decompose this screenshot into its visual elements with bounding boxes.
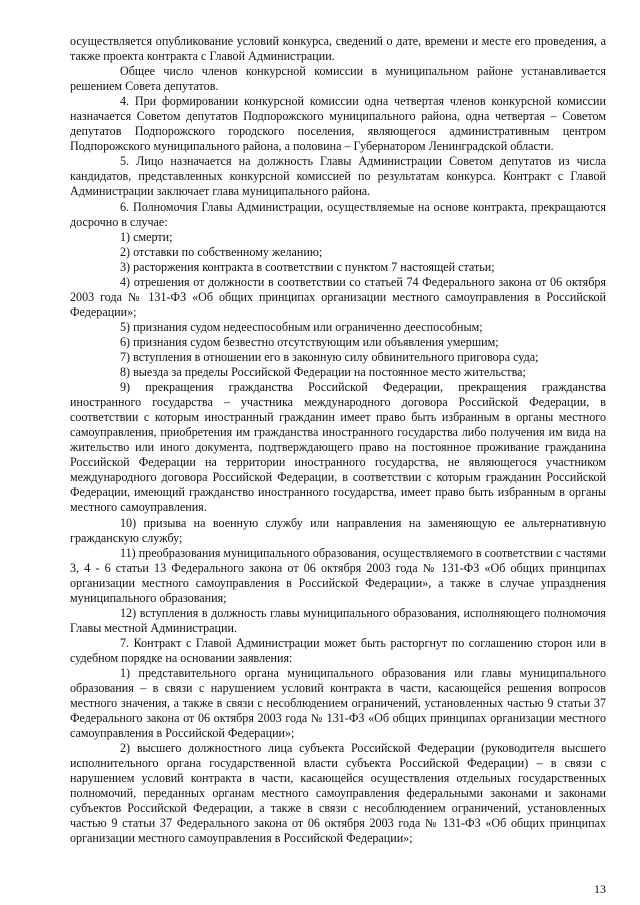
page-number: 13 bbox=[594, 882, 606, 896]
document-body bbox=[70, 34, 606, 847]
paragraph: 7. Контракт с Главой Администрации может быть расторгнут по соглашению сторон или в судебном порядке на основании заявления: bbox=[70, 635, 606, 665]
paragraph: 6. Полномочия Главы Администрации, осуществляемые на основе контракта, прекращаются досрочно в случае: bbox=[70, 199, 606, 229]
list-item: 2) высшего должностного лица субъекта Российской Федерации (руководителя высшего исполнительного органа государственной власти субъекта Российской Федерации) – в связи с нарушением условий контракта в части, касающейся осуществления отдельных государственных полномочий, переданных органам местного самоуправления федеральными законами и законами субъектов Российской Федерации, а также в связи с несоблюдением ограничений, установленных частью 9 статьи 37 Федерального закона от 06 октября 2003 года № 131-ФЗ «Об общих принципах организации местного самоуправления в Российской Федерации»; bbox=[70, 741, 606, 846]
list-item: 11) преобразования муниципального образования, осуществляемого в соответствии с частями 3, 4 - 6 статьи 13 Федерального закона от 06 октября 2003 года № 131-ФЗ «Об общих принципах организации местного самоуправления в Российской Федерации», а также в случае упразднения муниципального образования; bbox=[70, 545, 606, 605]
list-item: 12) вступления в должность главы муниципального образования, исполняющего полномочия Главы местной Администрации. bbox=[70, 605, 606, 635]
paragraph: Общее число членов конкурсной комиссии в муниципальном районе устанавливается решением Совета депутатов. bbox=[70, 64, 606, 94]
paragraph: 5. Лицо назначается на должность Главы Администрации Советом депутатов из числа кандидатов, представленных конкурсной комиссией по результатам конкурса. Контракт с Главой Администрации заключает глава муниципального района. bbox=[70, 154, 606, 199]
list-item: 3) расторжения контракта в соответствии с пунктом 7 настоящей статьи; bbox=[120, 259, 495, 274]
list-item: 1) смерти; bbox=[120, 229, 173, 244]
list-item: 5) признания судом недееспособным или ограниченно дееспособным; bbox=[120, 319, 483, 334]
list-item: 6) признания судом безвестно отсутствующим или объявления умершим; bbox=[120, 334, 499, 349]
list-item: 1) представительного органа муниципального образования или главы муниципального образования – в связи с нарушением условий контракта в части, касающейся решения вопросов местного значения, а также в связи с несоблюдением ограничений, установленных частью 9 статьи 37 Федерального закона от 06 октября 2003 года № 131-ФЗ «Об общих принципах организации местного самоуправления в Российской Федерации»; bbox=[70, 665, 606, 741]
list-item: 2) отставки по собственному желанию; bbox=[120, 244, 323, 259]
list-item: 8) выезда за пределы Российской Федерации на постоянное место жительства; bbox=[120, 365, 526, 380]
list-item: 7) вступления в отношении его в законную силу обвинительного приговора суда; bbox=[120, 349, 539, 364]
list-item: 9) прекращения гражданства Российской Федерации, прекращения гражданства иностранного государства – участника международного договора Российской Федерации, в соответствии с которым иностранный гражданин имеет право быть избранным в органы местного самоуправления, приобретения им гражданства иностранного государства либо получения им вида на жительство или иного документа, подтверждающего право на постоянное проживание гражданина Российской Федерации на территории иностранного государства, не являющегося участником международного договора Российской Федерации, в соответствии с которым гражданин Российской Федерации, имеющий гражданство иностранного государства, имеет право быть избранным в органы местного самоуправления. bbox=[70, 380, 606, 515]
paragraph: осуществляется опубликование условий конкурса, сведений о дате, времени и месте его проведения, а также проекта контракта с Главой Администрации. bbox=[70, 34, 606, 64]
list-item: 10) призыва на военную службу или направления на заменяющую ее альтернативную гражданскую службу; bbox=[70, 515, 606, 545]
paragraph: 4. При формировании конкурсной комиссии одна четвертая членов конкурсной комиссии назначается Советом депутатов Подпорожского муниципального района, одна четвертая – Советом депутатов Подпорожского городского поселения, являющегося административным центром Подпорожского муниципального района, а половина – Губернатором Ленинградской области. bbox=[70, 94, 606, 154]
list-item: 4) отрешения от должности в соответствии со статьей 74 Федерального закона от 06 октября 2003 года № 131-ФЗ «Об общих принципах организации местного самоуправления в Российской Федерации»; bbox=[70, 274, 606, 319]
